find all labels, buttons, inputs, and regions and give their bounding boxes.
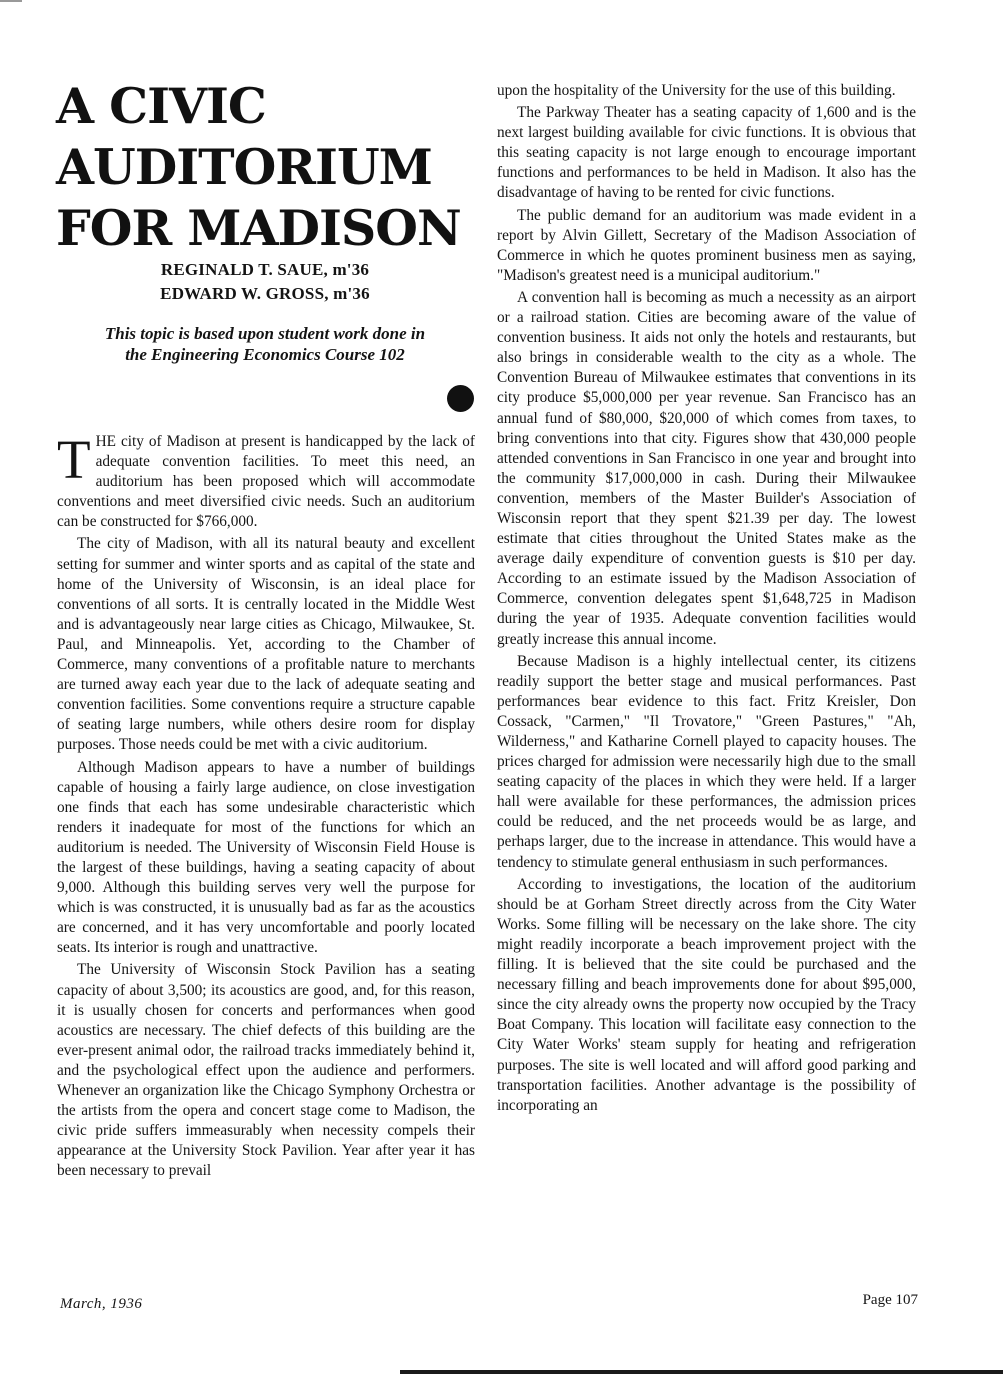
body-paragraph: The city of Madison, with all its natural beauty and excellent setting for summer and winter sports and as capital of the state and home of the University of Wisconsin, is an ideal place for conventions of all sorts. It is centrally located in the Middle West and is advantageously near large cities as Chicago, Milwaukee, St. Paul, and Minneapolis. Yet, according to the Chamber of Commerce, many conventions of a profitable nature to merchants are turned away each year due to the lack of adequate seating and convention facilities. Some conventions require a structure capable of seating large numbers, while others desire room for display purposes. Those needs could be met with a civic auditorium. [57, 535, 475, 754]
article-title [56, 76, 461, 259]
bottom-rule [400, 1370, 1003, 1374]
author-name: REGINALD T. SAUE, m'36 [160, 260, 370, 279]
title-line: AUDITORIUM [56, 138, 432, 196]
body-paragraph: According to investigations, the location of the auditorium should be at Gorham Street directly across from the City Water Works. Some filling will be necessary on the lake shore. The city might readily incorporate a beach improvement project with the filling. It is believed that the site could be purchased and the necessary filling and beach improvements done for about $95,000, since the city already owns the property now occupied by the Tracy Boat Company. This location will facilitate easy connection to the City Water Works' steam supply for heating and refrigeration purposes. The site is well located and will afford good parking and transportation facilities. Another advantage is the possibility of incorporating an [497, 875, 916, 1114]
section-bullet-icon [447, 385, 474, 412]
body-paragraph: Although Madison appears to have a number of buildings capable of housing a fairly large audience, on close investigation one finds that each has some undesirable characteristic which renders it inadequate for most of the functions for which an auditorium is needed. The University of Wisconsin Field House is the largest of these buildings, having a seating capacity of about 9,000. Although this building serves very well the purpose for which is was constructed, it is unusually bad as far as the acoustics are concerned, and it has very uncomfortable and poorly located seats. Its interior is rough and unattractive. [57, 758, 475, 957]
body-paragraph: The public demand for an auditorium was made evident in a report by Alvin Gillett, Secretary of the Madison Association of Commerce in which he quotes prominent business men as saying, "Madison's greatest need is a municipal auditorium." [497, 206, 916, 284]
left-column [57, 429, 475, 1183]
article-note [56, 323, 474, 365]
paragraph-text: HE city of Madison at present is handicapped by the lack of adequate convention facilities. To meet this need, an auditorium has been proposed which will accommodate conventions and meet diversified civic needs. Such an auditorium can be constructed for $766,000. [57, 433, 475, 531]
body-paragraph: upon the hospitality of the University for the use of this building. [497, 82, 896, 99]
right-column [497, 81, 916, 1118]
author-name: EDWARD W. GROSS, m'36 [160, 284, 370, 303]
drop-cap: T [57, 429, 91, 490]
note-line: the Engineering Economics Course 102 [125, 345, 405, 364]
scan-mark [0, 0, 22, 2]
issue-date: March, 1936 [60, 1296, 143, 1312]
title-line: A CIVIC [56, 77, 266, 135]
body-paragraph: The Parkway Theater has a seating capacity of 1,600 and is the next largest building available for civic functions. It is obvious that this seating capacity is not large enough to encourage important functions and performances to be held in Madison. It also has the disadvantage of having to be rented for civic functions. [497, 104, 916, 202]
note-line: This topic is based upon student work done in [104, 324, 426, 343]
body-paragraph: Because Madison is a highly intellectual center, its citizens readily support the better stage and musical performances. Past performances bear evidence to this fact. Fritz Kreisler, Don Cossack, "Carmen," "Il Trovatore," "Green Pastures," "Ah, Wilderness," and Katharine Cornell played to capacity houses. The prices charged for admission were necessarily high due to the small seating capacity of the places in which they were held. If a larger hall were available for these performances, the admission prices could be reduced, and the net proceeds would be as large, and perhaps larger, due to the increase in attendance. This would have a tendency to stimulate general enthusiasm in such performances. [497, 652, 916, 871]
body-paragraph: A convention hall is becoming as much a necessity as an airport or a railroad station. Cities are becoming aware of the value of convention business. It aids not only the hotels and restaurants, but also brings in considerable wealth to the city as a whole. The Convention Bureau of Milwaukee estimates that conventions in its city produce $5,000,000 per year revenue. San Francisco has an annual fund of $80,000, $20,000 of which comes from taxes, to bring conventions into that city. Figures show that 430,000 people attended conventions in San Francisco in one year and brought into the community $17,000,000 in cash. During their Milwaukee convention, members of the Master Builder's Association of Wisconsin report that they spent $21.39 per day. The lowest estimate that cities throughout the United States make as the average daily expenditure of convention guests is $10 per day. According to an estimate issued by the Madison Association of Commerce, convention delegates spent $1,648,725 in Madison during the year of 1935. Adequate convention facilities would greatly increase this annual income. [497, 288, 916, 648]
page-number: Page 107 [862, 1292, 918, 1308]
body-paragraph: The University of Wisconsin Stock Pavilion has a seating capacity of about 3,500; its acoustics are good, and, for this reason, it is usually chosen for concerts and performances when good acoustics are necessary. The chief defects of this building are the ever-present animal odor, the railroad tracks immediately behind it, and the psychological effect upon the audience and performers. Whenever an organization like the Chicago Symphony Orchestra or the artists from the opera and concert stage come to Madison, the civic pride suffers immeasurably when necessity compels their appearance at the University Stock Pavilion. Year after year it has been necessary to prevail [57, 961, 475, 1180]
author-byline [56, 258, 474, 306]
title-line: FOR MADISON [56, 199, 461, 257]
body-paragraph [57, 429, 475, 532]
